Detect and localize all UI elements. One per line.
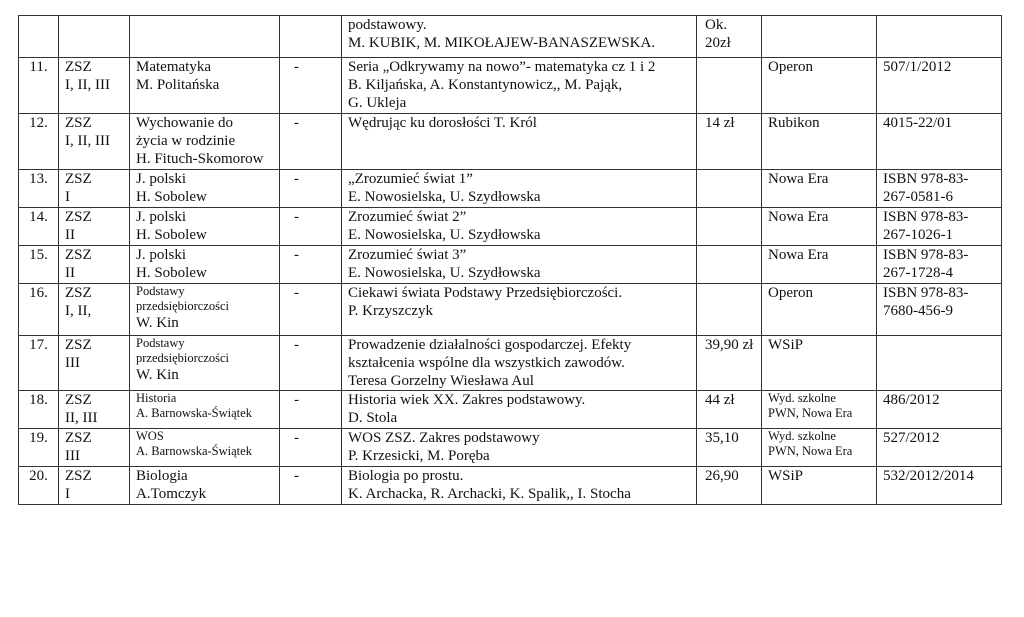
- cell-text: P. Krzyszczyk: [348, 303, 433, 319]
- school-class-cell: [59, 336, 130, 391]
- dash-text: -: [294, 209, 299, 225]
- subject-teacher-cell: [130, 429, 280, 467]
- cell-text: 507/1/2012: [883, 59, 952, 75]
- cell-text: 486/2012: [883, 392, 940, 408]
- cell-text: H. Sobolew: [136, 265, 207, 281]
- cell-text: Ciekawi świata Podstawy Przedsiębiorczości.: [348, 285, 623, 301]
- row-number-cell: [19, 170, 59, 208]
- cell-text: 39,90 zł: [705, 337, 754, 353]
- school-class-cell: [59, 284, 130, 336]
- row-number: 12.: [29, 115, 48, 131]
- cell-text: B. Kiljańska, A. Konstantynowicz,, M. Pająk,: [348, 77, 623, 93]
- cell-text: Nowa Era: [768, 171, 829, 187]
- dash-cell: [280, 246, 342, 284]
- cell-text: I: [65, 189, 70, 205]
- subject-teacher-cell: [130, 336, 280, 391]
- cell-text: Operon: [768, 59, 813, 75]
- table-row: [19, 16, 1002, 58]
- table-row: [19, 58, 1002, 114]
- cell-text: ISBN 978-83-: [883, 171, 969, 187]
- cell-text: życia w rodzinie: [136, 133, 236, 149]
- cell-text: Nowa Era: [768, 247, 829, 263]
- cell-text: E. Nowosielska, U. Szydłowska: [348, 227, 541, 243]
- subject-teacher-cell: [130, 467, 280, 505]
- cell-text: Operon: [768, 285, 813, 301]
- row-number: 11.: [29, 59, 48, 75]
- cell-text: Podstawy: [136, 336, 185, 350]
- publisher-cell: [762, 246, 877, 284]
- cell-text: I, II, III: [65, 77, 110, 93]
- dash-cell: [280, 429, 342, 467]
- approval-number-cell: [877, 16, 1002, 58]
- book-cell: [342, 429, 697, 467]
- dash-cell: [280, 208, 342, 246]
- book-cell: [342, 208, 697, 246]
- cell-text: ZSZ: [65, 209, 92, 225]
- subject-teacher-cell: [130, 16, 280, 58]
- publisher-cell: [762, 170, 877, 208]
- cell-text: ZSZ: [65, 468, 92, 484]
- cell-text: Podstawy: [136, 284, 185, 298]
- cell-text: II: [65, 265, 75, 281]
- subject-teacher-cell: [130, 114, 280, 170]
- cell-text: Wędrując ku dorosłości T. Król: [348, 115, 537, 131]
- cell-text: Ok.: [705, 17, 728, 33]
- dash-cell: [280, 16, 342, 58]
- book-cell: [342, 391, 697, 429]
- cell-text: H. Sobolew: [136, 189, 207, 205]
- price-cell: [697, 208, 762, 246]
- row-number-cell: [19, 284, 59, 336]
- cell-text: 527/2012: [883, 430, 940, 446]
- dash-text: -: [294, 285, 299, 301]
- row-number-cell: [19, 429, 59, 467]
- dash-text: -: [294, 468, 299, 484]
- cell-text: I, II, III: [65, 133, 110, 149]
- price-cell: [697, 58, 762, 114]
- cell-text: WSiP: [768, 468, 804, 484]
- row-number: 19.: [29, 430, 48, 446]
- approval-number-cell: [877, 391, 1002, 429]
- cell-text: A.Tomczyk: [136, 486, 207, 502]
- publisher-cell: [762, 114, 877, 170]
- cell-text: Seria „Odkrywamy na nowo”- matematyka cz 1 i 2: [348, 59, 656, 75]
- price-cell: [697, 336, 762, 391]
- cell-text: II: [65, 227, 75, 243]
- dash-cell: [280, 336, 342, 391]
- cell-text: 7680-456-9: [883, 303, 953, 319]
- approval-number-cell: [877, 467, 1002, 505]
- cell-text: Wyd. szkolne: [768, 429, 836, 443]
- book-cell: [342, 58, 697, 114]
- table-row: [19, 284, 1002, 336]
- school-class-cell: [59, 170, 130, 208]
- cell-text: J. polski: [136, 171, 187, 187]
- book-cell: [342, 284, 697, 336]
- school-class-cell: [59, 246, 130, 284]
- book-cell: [342, 336, 697, 391]
- cell-text: „Zrozumieć świat 1”: [348, 171, 473, 187]
- cell-text: WOS ZSZ. Zakres podstawowy: [348, 430, 540, 446]
- dash-text: -: [294, 247, 299, 263]
- approval-number-cell: [877, 336, 1002, 391]
- cell-text: J. polski: [136, 247, 187, 263]
- cell-text: Prowadzenie działalności gospodarczej. Efekty: [348, 337, 632, 353]
- cell-text: K. Archacka, R. Archacki, K. Spalik,, I. Stocha: [348, 486, 631, 502]
- cell-text: ZSZ: [65, 171, 92, 187]
- price-cell: [697, 16, 762, 58]
- row-number: 14.: [29, 209, 48, 225]
- table-row: [19, 467, 1002, 505]
- approval-number-cell: [877, 170, 1002, 208]
- cell-text: 26,90: [705, 468, 739, 484]
- subject-teacher-cell: [130, 58, 280, 114]
- table-body: [19, 16, 1002, 505]
- book-cell: [342, 246, 697, 284]
- cell-text: PWN, Nowa Era: [768, 444, 853, 458]
- row-number: 13.: [29, 171, 48, 187]
- cell-text: 267-1728-4: [883, 265, 953, 281]
- cell-text: III: [65, 355, 80, 371]
- dash-cell: [280, 170, 342, 208]
- dash-cell: [280, 58, 342, 114]
- cell-text: 267-0581-6: [883, 189, 953, 205]
- book-cell: [342, 16, 697, 58]
- row-number: 16.: [29, 285, 48, 301]
- publisher-cell: [762, 16, 877, 58]
- row-number: 15.: [29, 247, 48, 263]
- cell-text: ZSZ: [65, 59, 92, 75]
- approval-number-cell: [877, 58, 1002, 114]
- approval-number-cell: [877, 246, 1002, 284]
- cell-text: M. KUBIK, M. MIKOŁAJEW-BANASZEWSKA.: [348, 35, 656, 51]
- cell-text: WSiP: [768, 337, 804, 353]
- cell-text: Historia wiek XX. Zakres podstawowy.: [348, 392, 586, 408]
- cell-text: ZSZ: [65, 247, 92, 263]
- subject-teacher-cell: [130, 170, 280, 208]
- publisher-cell: [762, 284, 877, 336]
- cell-text: ZSZ: [65, 337, 92, 353]
- table-row: [19, 246, 1002, 284]
- row-number-cell: [19, 114, 59, 170]
- table-row: [19, 170, 1002, 208]
- cell-text: Biologia: [136, 468, 188, 484]
- cell-text: 267-1026-1: [883, 227, 953, 243]
- cell-text: ISBN 978-83-: [883, 247, 969, 263]
- dash-text: -: [294, 392, 299, 408]
- price-cell: [697, 246, 762, 284]
- cell-text: przedsiębiorczości: [136, 351, 230, 365]
- cell-text: 4015-22/01: [883, 115, 953, 131]
- row-number: 18.: [29, 392, 48, 408]
- publisher-cell: [762, 208, 877, 246]
- price-cell: [697, 391, 762, 429]
- dash-text: -: [294, 115, 299, 131]
- publisher-cell: [762, 391, 877, 429]
- approval-number-cell: [877, 208, 1002, 246]
- school-class-cell: [59, 114, 130, 170]
- cell-text: Nowa Era: [768, 209, 829, 225]
- dash-text: -: [294, 59, 299, 75]
- cell-text: G. Ukleja: [348, 95, 407, 111]
- row-number-cell: [19, 208, 59, 246]
- school-class-cell: [59, 16, 130, 58]
- table-row: [19, 114, 1002, 170]
- cell-text: III: [65, 448, 80, 464]
- book-cell: [342, 114, 697, 170]
- cell-text: PWN, Nowa Era: [768, 406, 853, 420]
- cell-text: kształcenia wspólne dla wszystkich zawodów.: [348, 355, 625, 371]
- cell-text: A. Barnowska-Świątek: [136, 406, 252, 420]
- dash-cell: [280, 114, 342, 170]
- price-cell: [697, 467, 762, 505]
- subject-teacher-cell: [130, 208, 280, 246]
- cell-text: 44 zł: [705, 392, 735, 408]
- cell-text: ZSZ: [65, 115, 92, 131]
- cell-text: I, II,: [65, 303, 92, 319]
- row-number-cell: [19, 58, 59, 114]
- cell-text: 20zł: [705, 35, 731, 51]
- approval-number-cell: [877, 429, 1002, 467]
- cell-text: J. polski: [136, 209, 187, 225]
- dash-text: -: [294, 171, 299, 187]
- cell-text: Zrozumieć świat 3”: [348, 247, 467, 263]
- cell-text: I: [65, 486, 70, 502]
- publisher-cell: [762, 429, 877, 467]
- publisher-cell: [762, 467, 877, 505]
- subject-teacher-cell: [130, 246, 280, 284]
- textbook-table: [18, 15, 1002, 505]
- row-number: 17.: [29, 337, 48, 353]
- cell-text: E. Nowosielska, U. Szydłowska: [348, 265, 541, 281]
- school-class-cell: [59, 467, 130, 505]
- price-cell: [697, 284, 762, 336]
- school-class-cell: [59, 429, 130, 467]
- cell-text: ZSZ: [65, 392, 92, 408]
- cell-text: podstawowy.: [348, 17, 427, 33]
- cell-text: Teresa Gorzelny Wiesława Aul: [348, 373, 534, 389]
- school-class-cell: [59, 58, 130, 114]
- cell-text: ZSZ: [65, 285, 92, 301]
- table-row: [19, 208, 1002, 246]
- cell-text: H. Fituch-Skomorow: [136, 151, 264, 167]
- row-number: 20.: [29, 468, 48, 484]
- cell-text: A. Barnowska-Świątek: [136, 444, 252, 458]
- dash-text: -: [294, 430, 299, 446]
- row-number-cell: [19, 16, 59, 58]
- publisher-cell: [762, 58, 877, 114]
- price-cell: [697, 429, 762, 467]
- approval-number-cell: [877, 114, 1002, 170]
- cell-text: Matematyka: [136, 59, 211, 75]
- dash-cell: [280, 391, 342, 429]
- cell-text: WOS: [136, 429, 164, 443]
- school-class-cell: [59, 391, 130, 429]
- row-number-cell: [19, 246, 59, 284]
- cell-text: ISBN 978-83-: [883, 285, 969, 301]
- dash-cell: [280, 467, 342, 505]
- approval-number-cell: [877, 284, 1002, 336]
- row-number-cell: [19, 391, 59, 429]
- cell-text: H. Sobolew: [136, 227, 207, 243]
- dash-cell: [280, 284, 342, 336]
- cell-text: M. Politańska: [136, 77, 220, 93]
- publisher-cell: [762, 336, 877, 391]
- book-cell: [342, 467, 697, 505]
- subject-teacher-cell: [130, 391, 280, 429]
- cell-text: Rubikon: [768, 115, 820, 131]
- cell-text: W. Kin: [136, 315, 179, 331]
- cell-text: II, III: [65, 410, 98, 426]
- table-row: [19, 391, 1002, 429]
- row-number-cell: [19, 467, 59, 505]
- cell-text: D. Stola: [348, 410, 398, 426]
- cell-text: 532/2012/2014: [883, 468, 974, 484]
- cell-text: ZSZ: [65, 430, 92, 446]
- table-row: [19, 429, 1002, 467]
- subject-teacher-cell: [130, 284, 280, 336]
- cell-text: P. Krzesicki, M. Poręba: [348, 448, 490, 464]
- cell-text: Historia: [136, 391, 177, 405]
- book-cell: [342, 170, 697, 208]
- cell-text: Wychowanie do: [136, 115, 233, 131]
- price-cell: [697, 170, 762, 208]
- price-cell: [697, 114, 762, 170]
- cell-text: 35,10: [705, 430, 739, 446]
- cell-text: Wyd. szkolne: [768, 391, 836, 405]
- dash-text: -: [294, 337, 299, 353]
- table-row: [19, 336, 1002, 391]
- school-class-cell: [59, 208, 130, 246]
- cell-text: W. Kin: [136, 367, 179, 383]
- cell-text: E. Nowosielska, U. Szydłowska: [348, 189, 541, 205]
- cell-text: ISBN 978-83-: [883, 209, 969, 225]
- cell-text: Zrozumieć świat 2”: [348, 209, 467, 225]
- cell-text: Biologia po prostu.: [348, 468, 464, 484]
- cell-text: 14 zł: [705, 115, 735, 131]
- row-number-cell: [19, 336, 59, 391]
- cell-text: przedsiębiorczości: [136, 299, 230, 313]
